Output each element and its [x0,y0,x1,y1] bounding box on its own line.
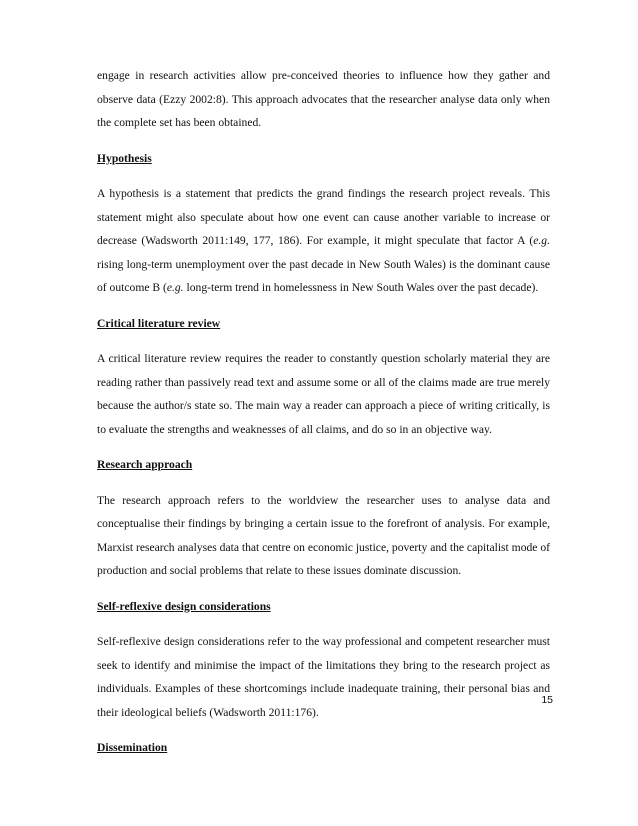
hypothesis-text-2: rising long-term unemployment over the past decade in New South Wales) is the dominant cause of outcome B ( [97,257,550,294]
heading-critical-literature-review: Critical literature review [97,316,221,330]
heading-dissemination: Dissemination [97,741,168,754]
heading-research-approach: Research approach [97,458,193,471]
hypothesis-text-3: long-term trend in homelessness in New South Wales over the past decade). [183,281,539,294]
research-approach-paragraph: The research approach refers to the worldview the researcher uses to analyse data and conceptualise their findings by bringing a certain issue to the forefront of analysis. For example, Marxist research analyses data that centre on economic justice, poverty and the capitalist mode of production and social problems that relate to these issues dominate discussion. [97,493,550,577]
page-number: 15 [541,694,553,706]
intro-paragraph: engage in research activities allow pre-conceived theories to influence how they gather and observe data (Ezzy 2002:8). This approach advocates that the researcher analyse data only when the complete set has been obtained. [97,69,550,129]
heading-self-reflexive: Self-reflexive design considerations [97,599,271,613]
document-body [97,64,550,772]
critical-review-paragraph: A critical literature review requires the reader to constantly question scholarly material they are reading rather than passively read text and assume some or all of the claims made are true merely because the author/s state so. The main way a reader can approach a piece of writing critically, is to evaluate the strengths and weaknesses of all claims, and do so in an objective way. [97,352,550,436]
hypothesis-text-1: A hypothesis is a statement that predicts the grand findings the research project reveals. This statement might also speculate about how one event can cause another variable to increase or decrease (Wadsworth 2011:149, 177, 186). For example, it might speculate that factor A ( [97,187,550,247]
hypothesis-eg-2: e.g. [166,281,184,294]
hypothesis-eg-1: e.g. [533,234,550,247]
hypothesis-paragraph [97,182,550,300]
self-reflexive-paragraph: Self-reflexive design considerations refer to the way professional and competent researcher must seek to identify and minimise the impact of the limitations they bring to the research project as individuals. Examples of these shortcomings include inadequate training, their personal bias and their ideological beliefs (Wadsworth 2011:176). [97,635,550,719]
heading-hypothesis: Hypothesis [97,151,152,165]
